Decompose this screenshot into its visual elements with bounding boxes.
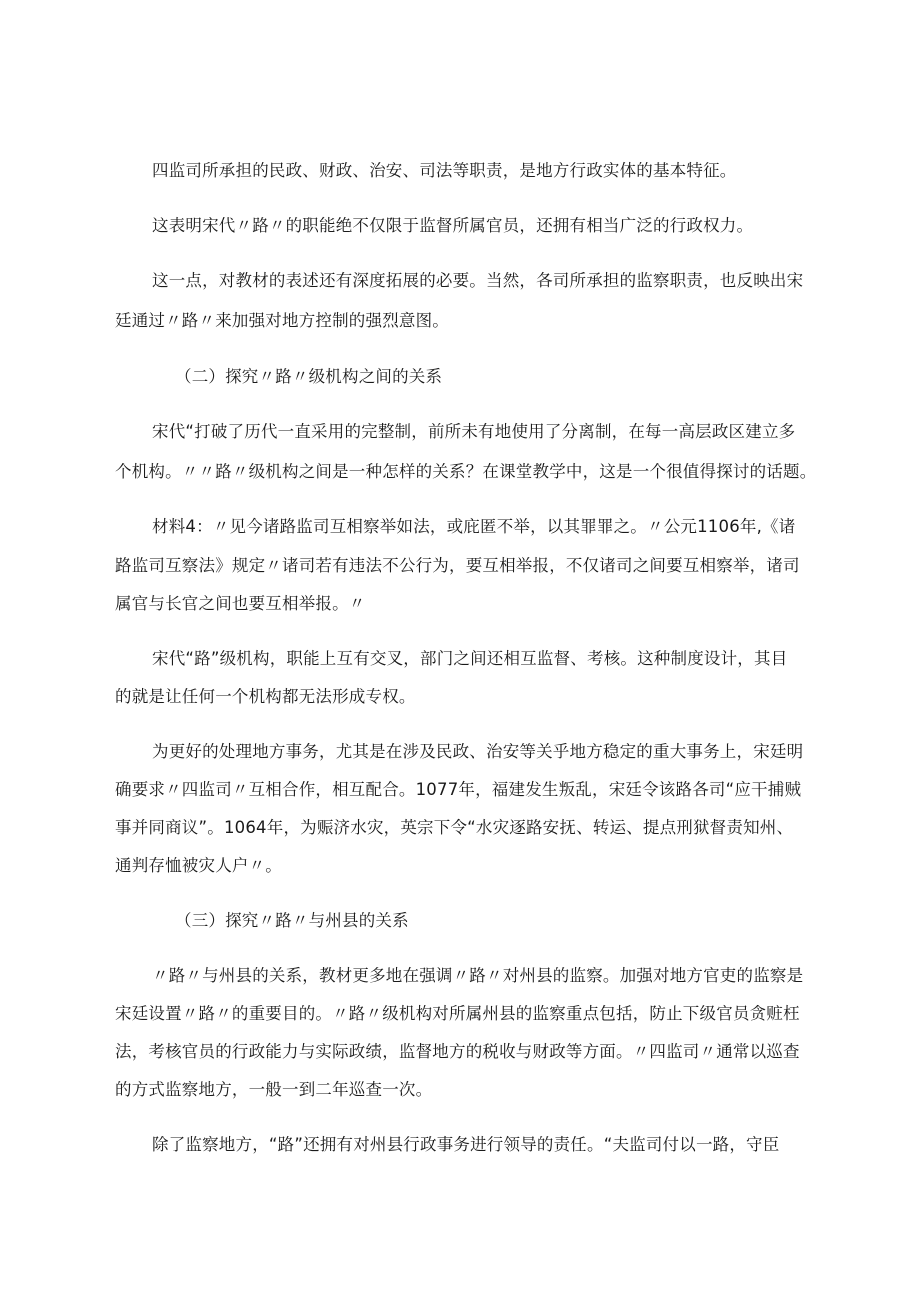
- paragraph-line: 材料4：〃见今诸路监司互相察举如法，或庇匿不举，以其罪罪之。〃公元1106年,《诸: [152, 517, 796, 536]
- paragraph-line: 事并同商议”。1064年，为赈济水灾，英宗下令“水灾逐路安抚、转运、提点刑狱督责知州、: [115, 818, 794, 837]
- paragraph-line: 四监司所承担的民政、财政、治安、司法等职责，是地方行政实体的基本特征。: [152, 161, 737, 180]
- paragraph-line: 宋代“打破了历代一直采用的完整制，前所未有地使用了分离制，在每一高层政区建立多: [152, 422, 796, 441]
- paragraph-line: 属官与长官之间也要互相举报。〃: [115, 594, 366, 613]
- paragraph-line: 除了监察地方，“路”还拥有对州县行政事务进行领导的责任。“夫监司付以一路，守臣: [152, 1135, 780, 1154]
- section-heading: （三）探究〃路〃与州县的关系: [175, 911, 409, 930]
- paragraph-line: 宋廷设置〃路〃的重要目的。〃路〃级机构对所属州县的监察重点包括，防止下级官员贪赃枉: [115, 1004, 800, 1023]
- paragraph-line: 个机构。〃〃路〃级机构之间是一种怎样的关系？在课堂教学中，这是一个很值得探讨的话题。: [115, 462, 817, 481]
- paragraph-line: 这表明宋代〃路〃的职能绝不仅限于监督所属官员，还拥有相当广泛的行政权力。: [152, 216, 754, 235]
- paragraph-line: 的就是让任何一个机构都无法形成专权。: [115, 687, 416, 706]
- paragraph-line: 路监司互察法》规定〃诸司若有违法不公行为，要互相举报，不仅诸司之间要互相察举，诸司: [115, 556, 800, 575]
- paragraph-line: 廷通过〃路〃来加强对地方控制的强烈意图。: [115, 311, 449, 330]
- paragraph-line: 通判存恤被灾人户〃。: [115, 856, 282, 875]
- paragraph-line: 法，考核官员的行政能力与实际政绩，监督地方的税收与财政等方面。〃四监司〃通常以巡查: [115, 1042, 800, 1061]
- paragraph-line: 这一点，对教材的表述还有深度拓展的必要。当然，各司所承担的监察职责，也反映出宋: [152, 271, 804, 290]
- paragraph-line: 确要求〃四监司〃互相合作，相互配合。1077年，福建发生叛乱，宋廷令该路各司“应干捕贼: [115, 780, 802, 799]
- paragraph-line: 宋代“路”级机构，职能上互有交叉，部门之间还相互监督、考核。这种制度设计，其目: [152, 649, 788, 668]
- paragraph-line: 为更好的处理地方事务，尤其是在涉及民政、治安等关乎地方稳定的重大事务上，宋廷明: [152, 742, 804, 761]
- section-heading: （二）探究〃路〃级机构之间的关系: [175, 367, 443, 386]
- paragraph-line: 的方式监察地方，一般一到二年巡查一次。: [115, 1080, 433, 1099]
- paragraph-line: 〃路〃与州县的关系，教材更多地在强调〃路〃对州县的监察。加强对地方官吏的监察是: [152, 966, 804, 985]
